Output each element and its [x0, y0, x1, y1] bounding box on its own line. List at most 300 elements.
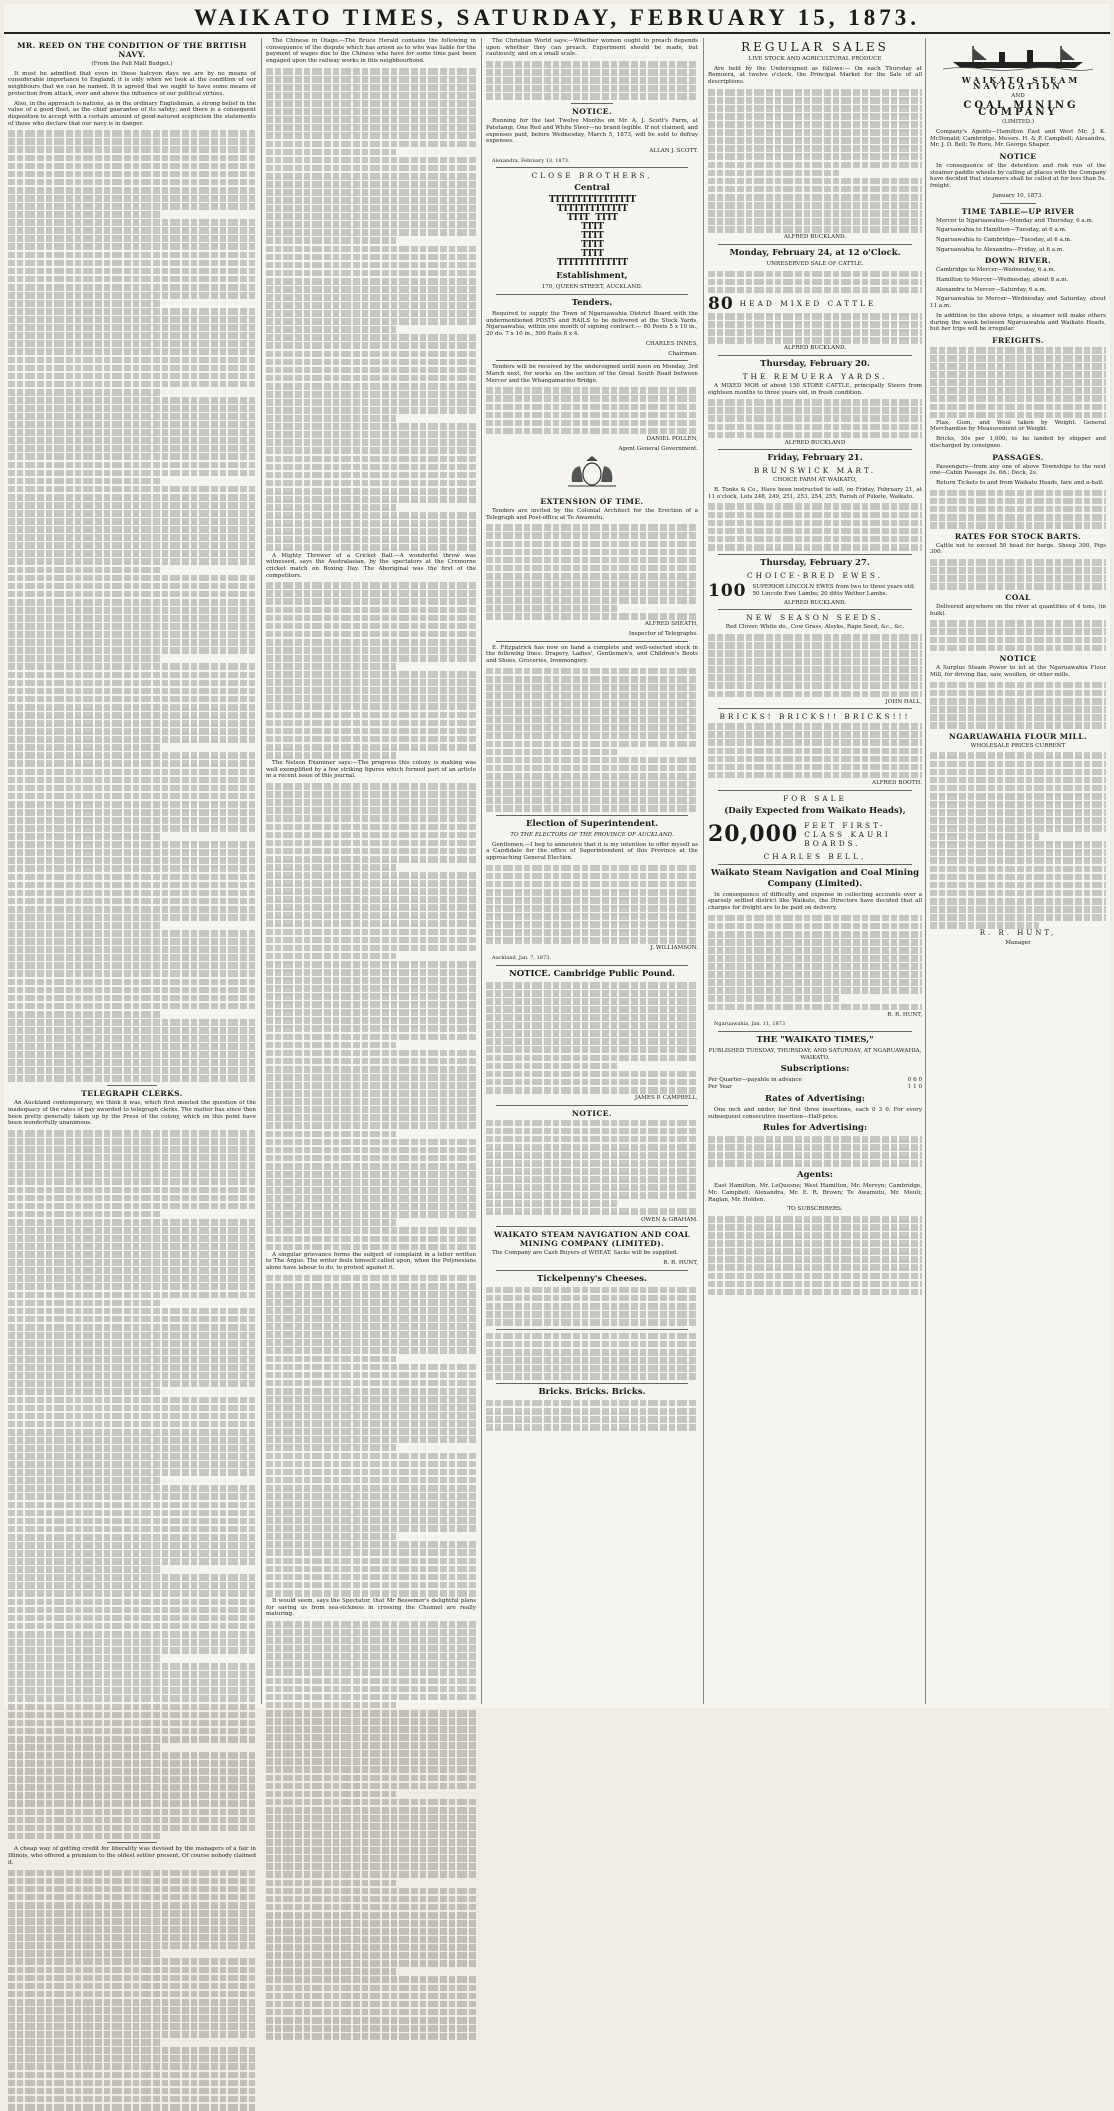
text-line: [8, 2088, 256, 2095]
text-line: [266, 1702, 396, 1709]
text-line: [486, 1071, 698, 1078]
text-line: [266, 1726, 476, 1733]
text-line: [266, 2025, 476, 2032]
text-line: [266, 815, 476, 822]
text-line: [266, 1653, 476, 1660]
advert-subtitle: Central: [574, 183, 610, 194]
notice-text: Required to supply the Town of Ngaruawahia District Board with the undermentioned POSTS and RAILS to be delivered at the Stock Yards, Ngaruawahia, within one month of signing contract:— 80 Posts 5 x 10 in., 20 do. 7 x 10 in., 500 Rails 8 x 4.: [486, 311, 698, 338]
text-line: [930, 801, 1106, 808]
advert-subtitle: Establishment,: [556, 271, 628, 282]
text-line: [266, 351, 476, 358]
text-line: [266, 671, 476, 678]
text-line: [708, 1224, 922, 1231]
column-rule: [925, 38, 926, 1704]
text-line: [8, 801, 256, 808]
timetable-entry: Hamilton to Mercer—Wednesday, about 8 a.m.: [936, 277, 1069, 284]
text-line: [486, 597, 698, 604]
text-line: [8, 2007, 256, 2014]
text-line: [708, 674, 922, 681]
body-text-block: [266, 582, 476, 758]
text-line: [266, 334, 476, 341]
text-line: [486, 716, 698, 723]
article-heading: TELEGRAPH CLERKS.: [81, 1089, 183, 1099]
text-line: [708, 271, 922, 278]
text-line: [266, 1017, 476, 1024]
text-line: [8, 413, 256, 420]
text-line: [266, 68, 476, 75]
text-line: [266, 415, 396, 422]
text-line: [8, 227, 256, 234]
text-line: [266, 496, 476, 503]
text-line: [8, 324, 256, 331]
text-line: [266, 165, 476, 172]
text-line: [266, 1388, 476, 1395]
text-line: [8, 1695, 256, 1702]
text-line: [8, 1679, 256, 1686]
text-line: [8, 252, 256, 259]
body-text-block: [930, 347, 1106, 418]
text-line: [8, 728, 256, 735]
text-line: [266, 456, 476, 463]
text-line: [930, 882, 1106, 889]
company-ltd: (LIMITED.): [1001, 119, 1035, 126]
text-line: [266, 1993, 476, 2000]
text-line: [266, 318, 476, 325]
text-line: [708, 947, 922, 954]
text-line: [8, 163, 256, 170]
text-line: [266, 888, 476, 895]
text-line: [930, 620, 1106, 627]
text-line: [8, 470, 256, 477]
text-line: [8, 672, 256, 679]
text-line: [266, 359, 476, 366]
text-line: [708, 658, 922, 665]
text-line: [486, 1014, 698, 1021]
text-line: [266, 1236, 476, 1243]
text-line: [930, 857, 1106, 864]
text-line: [486, 749, 617, 756]
body-text-block: [708, 313, 922, 344]
separator: [718, 609, 912, 610]
text-line: [266, 375, 476, 382]
text-line: [8, 1558, 256, 1565]
text-line: [708, 756, 922, 763]
text-line: [8, 1348, 256, 1355]
text-line: [486, 789, 698, 796]
text-line: [266, 631, 476, 638]
text-line: [266, 1163, 476, 1170]
timetable-entry: Ngaruawahia to Hamilton—Tuesday, at 6 a.m.: [936, 227, 1067, 234]
text-line: [266, 1485, 476, 1492]
text-line: [486, 913, 698, 920]
text-line: [486, 684, 698, 691]
text-line: [8, 752, 256, 759]
text-line: [266, 1566, 476, 1573]
text-line: [266, 880, 476, 887]
text-line: [8, 583, 256, 590]
text-line: [266, 326, 396, 333]
article-paragraph: The Chinese in Otago.—The Bruce Herald contains the following in consequence of the dispute which has arisen as to who was liable for the payment of wages due to the Chinese who have for some time past been engaged upon the railway works in this neighbourhood.: [266, 38, 476, 65]
notice-signature: R. R. HUNT,: [887, 1011, 922, 1018]
text-line: [266, 2001, 476, 2008]
text-line: [8, 1275, 256, 1282]
text-line: [8, 1316, 256, 1323]
text-line: [266, 173, 476, 180]
text-line: [266, 1686, 476, 1693]
text-line: [8, 1300, 162, 1307]
text-line: [486, 404, 698, 411]
text-line: [708, 121, 922, 128]
text-line: [8, 575, 256, 582]
text-line: [8, 348, 256, 355]
text-line: [708, 1264, 922, 1271]
text-line: [708, 1136, 922, 1143]
text-line: [486, 741, 698, 748]
advert-subtitle: (Daily Expected from Waikato Heads),: [724, 805, 906, 816]
text-line: [266, 229, 476, 236]
text-line: [266, 1477, 476, 1484]
text-line: [708, 1281, 922, 1288]
text-line: [486, 1333, 698, 1340]
text-line: [8, 211, 162, 218]
text-line: [8, 946, 256, 953]
text-line: [708, 772, 922, 779]
text-line: [266, 1219, 396, 1226]
sale-subheading: UNRESERVED SALE OF CATTLE.: [766, 260, 864, 267]
notice-heading: NOTICE.: [571, 1108, 613, 1118]
text-line: [486, 982, 698, 989]
text-line: [266, 1042, 396, 1049]
text-line: [266, 100, 476, 107]
text-line: [8, 2104, 256, 2111]
text-line: [266, 695, 476, 702]
freight-text: Flax, Gum, and Wool taken by Weight. General Merchandise by Measurement or Weight.: [930, 419, 1106, 433]
text-line: [8, 825, 256, 832]
body-text-block: [708, 634, 922, 697]
text-line: [266, 1339, 476, 1346]
text-line: [266, 953, 396, 960]
text-line: [266, 1574, 476, 1581]
text-line: [8, 882, 256, 889]
text-line: [266, 1211, 476, 1218]
separator: [496, 1105, 688, 1106]
text-line: [486, 85, 698, 92]
text-line: [8, 1067, 256, 1074]
text-line: [486, 1038, 698, 1045]
text-line: [486, 668, 698, 675]
text-line: [8, 962, 256, 969]
text-line: [266, 647, 476, 654]
text-line: [8, 841, 256, 848]
text-line: [266, 197, 476, 204]
advert-text: B. Tonks & Co., Have been instructed to sell, on Friday, February 21, at 11 o'clock, Lots 248, 249, 251, 253, 254, 255, Parish of Pukete, Waikato.: [708, 487, 922, 500]
text-line: [486, 532, 698, 539]
subscriptions-heading: Subscriptions:: [780, 1064, 850, 1075]
notice-heading: NOTICE.: [571, 107, 613, 117]
sale-heading: Friday, February 21.: [767, 453, 863, 464]
text-line: [266, 1050, 476, 1057]
text-line: [8, 1356, 256, 1363]
text-line: [266, 1678, 476, 1685]
article-paragraph: The Christian World says:—Whether women ought to preach depends upon whether they can preach. Experiment should be made, but cautiously, and on a small scale.: [486, 38, 698, 58]
text-line: [8, 235, 256, 242]
text-line: [8, 688, 256, 695]
text-line: [266, 407, 476, 414]
text-line: [266, 1501, 476, 1508]
body-text-block: [266, 1275, 476, 1597]
text-line: [486, 1087, 698, 1094]
body-text-block: [930, 490, 1106, 529]
subscribers-heading: TO SUBSCRIBERS.: [787, 1206, 843, 1213]
text-line: [708, 178, 922, 185]
text-line: [8, 510, 256, 517]
text-line: [486, 581, 698, 588]
text-line: [266, 1750, 476, 1757]
body-text-block: [708, 503, 922, 550]
advert-signature: ALFRED BUCKLAND.: [783, 345, 847, 352]
text-line: [486, 524, 698, 531]
text-line: [8, 857, 256, 864]
subscription-label: Per Year: [708, 1084, 732, 1091]
text-line: [266, 655, 476, 662]
text-line: [266, 431, 476, 438]
article-paragraph: It would seem, says the Spectator, that Mr Bessemer's delightful plans for saving us from sea-sickness in crossing the Channel are really maturing.: [266, 1597, 476, 1618]
text-line: [8, 720, 256, 727]
text-line: [708, 723, 922, 730]
text-line: [8, 938, 256, 945]
rates-heading: Rates of Advertising:: [765, 1093, 865, 1104]
timetable-heading: TIME TABLE—UP RIVER: [961, 206, 1075, 216]
text-line: [486, 1006, 698, 1013]
text-line: [708, 995, 841, 1002]
text-line: [708, 313, 922, 320]
text-line: [486, 1311, 698, 1318]
text-line: [266, 1888, 476, 1895]
text-line: [266, 824, 476, 831]
type-ornament: TTTTTTTTTTTTTTTT TTTTTTTTTTTTT TTTT TTTT TTTT TTTT TTTT TTTT TTTTTTTTTTTTT: [548, 195, 636, 269]
text-line: [266, 391, 476, 398]
text-line: [266, 1815, 476, 1822]
text-line: [708, 923, 922, 930]
notice-text: In consequence of the detention and risk run of the steamer paddle wheels by calling at places with the Company have decided that steamers shall be called at for less than 5s. freight.: [930, 163, 1106, 190]
text-line: [708, 202, 922, 209]
text-line: [8, 1493, 256, 1500]
text-line: [930, 498, 1106, 505]
text-line: [8, 1550, 256, 1557]
text-line: [486, 1176, 698, 1183]
text-line: [8, 1429, 256, 1436]
text-line: [266, 1404, 476, 1411]
text-line: [8, 260, 256, 267]
text-line: [8, 769, 256, 776]
text-line: [8, 1364, 256, 1371]
text-line: [266, 213, 476, 220]
text-line: [8, 1728, 256, 1735]
text-line: [266, 1453, 476, 1460]
text-line: [486, 1303, 698, 1310]
text-line: [266, 832, 476, 839]
text-line: [930, 698, 1106, 705]
text-line: [8, 1130, 256, 1137]
advert-title: BRICKS! BRICKS!! BRICKS!!!: [719, 712, 911, 722]
text-line: [486, 565, 698, 572]
text-line: [266, 1920, 476, 1927]
text-line: [8, 979, 256, 986]
text-line: [486, 897, 698, 904]
text-line: [8, 663, 256, 670]
text-line: [266, 1227, 476, 1234]
newspaper-title: THE "WAIKATO TIMES,": [756, 1035, 874, 1045]
text-line: [8, 833, 162, 840]
notice-signature: ALFRED SHEATH,: [644, 621, 698, 628]
separator: [496, 965, 688, 966]
text-line: [8, 429, 256, 436]
body-text-block: [266, 783, 476, 1250]
text-line: [708, 337, 922, 344]
notice-signature: J. WILLIAMSON.: [650, 945, 698, 952]
text-line: [266, 1863, 476, 1870]
text-line: [8, 1950, 162, 1957]
text-line: [708, 1152, 922, 1159]
mill-heading: NGARUAWAHIA FLOUR MILL.: [948, 731, 1088, 741]
body-text-block: [708, 399, 922, 438]
subscription-price: 1 1 0: [907, 1084, 922, 1091]
text-line: [486, 557, 698, 564]
advert-signature: ALFRED BOOTH.: [872, 779, 922, 786]
text-line: [708, 415, 922, 422]
text-line: [930, 890, 1106, 897]
text-line: [8, 1934, 256, 1941]
text-line: [8, 1051, 256, 1058]
text-line: [930, 583, 1106, 590]
notice-text: Tenders will be received by the undersigned until noon on Monday, 3rd March next, for works on the section of the Great South Road between Mercer and the Whangamarino Bridge.: [486, 364, 698, 384]
text-line: [486, 61, 698, 68]
lot-description: HEAD MIXED CATTLE: [739, 299, 877, 309]
text-line: [266, 1283, 476, 1290]
text-line: [708, 666, 922, 673]
text-line: [486, 757, 698, 764]
sale-subheading: BRUNSWICK MART.: [753, 466, 877, 476]
text-line: [8, 1162, 256, 1169]
text-line: [486, 998, 698, 1005]
article-paragraph: An Auckland contemporary, we think it was, which first mooted the question of the inadequacy of the rates of pay awarded to telegraph clerks. The matter has since then been pretty generally taken up by the Press of the colony, which on this point have been wonderfully unanimous.: [8, 1100, 256, 1127]
lot-description: SUPERIOR LINCOLN EWES from two to three years old; 50 Lincoln Ewe Lambs; 20 ditto Wether Lambs.: [752, 583, 915, 597]
text-line: [8, 1502, 256, 1509]
text-line: [486, 889, 698, 896]
text-line: [708, 424, 922, 431]
notice-signature: OWEN & GRAHAM.: [641, 1216, 698, 1223]
text-line: [486, 541, 698, 548]
notice-date: Alexandra, February 13, 1873.: [492, 157, 570, 164]
text-line: [8, 1421, 256, 1428]
text-line: [486, 1357, 698, 1364]
text-line: [8, 332, 256, 339]
text-line: [708, 89, 922, 96]
text-line: [8, 203, 256, 210]
coal-heading: COAL: [1005, 592, 1031, 602]
text-line: [266, 937, 476, 944]
text-line: [486, 77, 698, 84]
text-line: [930, 690, 1106, 697]
notice-heading: Tenders.: [571, 298, 613, 309]
text-line: [8, 155, 256, 162]
text-line: [266, 840, 476, 847]
text-line: [266, 1074, 476, 1081]
notice-text: Tenders are invited by the Colonial Architect for the Erection of a Telegraph and Post-office at Te Awamutu.: [486, 507, 698, 521]
text-line: [8, 1035, 256, 1042]
text-line: [266, 1928, 476, 1935]
notice-signature: JAMES P. CAMPBELL,: [634, 1094, 698, 1101]
text-line: [8, 1203, 256, 1210]
text-line: [266, 1493, 476, 1500]
text-line: [266, 1187, 476, 1194]
text-line: [266, 262, 476, 269]
text-line: [266, 149, 396, 156]
text-line: [486, 1287, 698, 1294]
text-line: [486, 69, 698, 76]
notice-heading: Tickelpenny's Cheeses.: [537, 1273, 647, 1284]
text-line: [8, 736, 256, 743]
text-line: [708, 739, 922, 746]
text-line: [8, 639, 256, 646]
text-line: [266, 1307, 476, 1314]
rates-text: Cattle not to exceed 50 head for barge. Sheep 300, Pigs 300.: [930, 542, 1106, 556]
text-line: [8, 591, 256, 598]
body-text-block: [930, 682, 1106, 729]
text-line: [8, 130, 256, 137]
text-line: [8, 1380, 256, 1387]
separator: [496, 360, 688, 361]
text-line: [8, 890, 256, 897]
text-line: [8, 308, 256, 315]
notice-text: E. Fitzpatrick has now on hand a complete and well-selected stock in the following lines: Drapery, Ladies', Gentlemen's, and Children's Boots and Shoes, Groceries, Ironmongery.: [486, 644, 698, 665]
text-line: [8, 615, 256, 622]
company-and: AND: [1011, 93, 1025, 100]
big-number-row: [708, 819, 922, 850]
text-line: [486, 732, 698, 739]
text-line: [708, 194, 922, 201]
text-line: [266, 1396, 476, 1403]
text-line: [266, 969, 476, 976]
text-line: [8, 1607, 256, 1614]
text-line: [8, 914, 256, 921]
text-line: [8, 1332, 256, 1339]
text-line: [8, 534, 256, 541]
separator: [718, 708, 912, 709]
body-text-block: [708, 915, 922, 1011]
text-line: [266, 896, 476, 903]
text-line: [486, 428, 698, 435]
text-line: [930, 898, 1106, 905]
text-line: [8, 300, 162, 307]
sale-heading: Thursday, February 20.: [760, 358, 870, 369]
agents-text: East Hamilton, Mr. LeQuesne; West Hamilton, Mr. Mervyn; Cambridge, Mr. Campbell; Alexandra, Mr. E. R. Brown; Te Awamutu, Mr. Meuli; Raglan, Mr. Holden.: [708, 1183, 922, 1203]
text-line: [8, 1967, 256, 1974]
text-line: [266, 1783, 476, 1790]
rules-heading: Rules for Advertising:: [762, 1123, 868, 1134]
text-line: [8, 1663, 256, 1670]
text-line: [8, 1243, 256, 1250]
text-line: [708, 170, 841, 177]
text-line: [486, 1046, 698, 1053]
column-3: [486, 38, 698, 1704]
text-line: [708, 129, 922, 136]
article-paragraph: The Nelson Examiner says:—The progress this colony is making was well exemplified by a few striking figures which formed part of an article in a recent issue of this journal.: [266, 760, 476, 780]
text-line: [8, 1817, 256, 1824]
text-line: [266, 1412, 476, 1419]
text-line: [266, 1742, 476, 1749]
text-line: [708, 528, 922, 535]
